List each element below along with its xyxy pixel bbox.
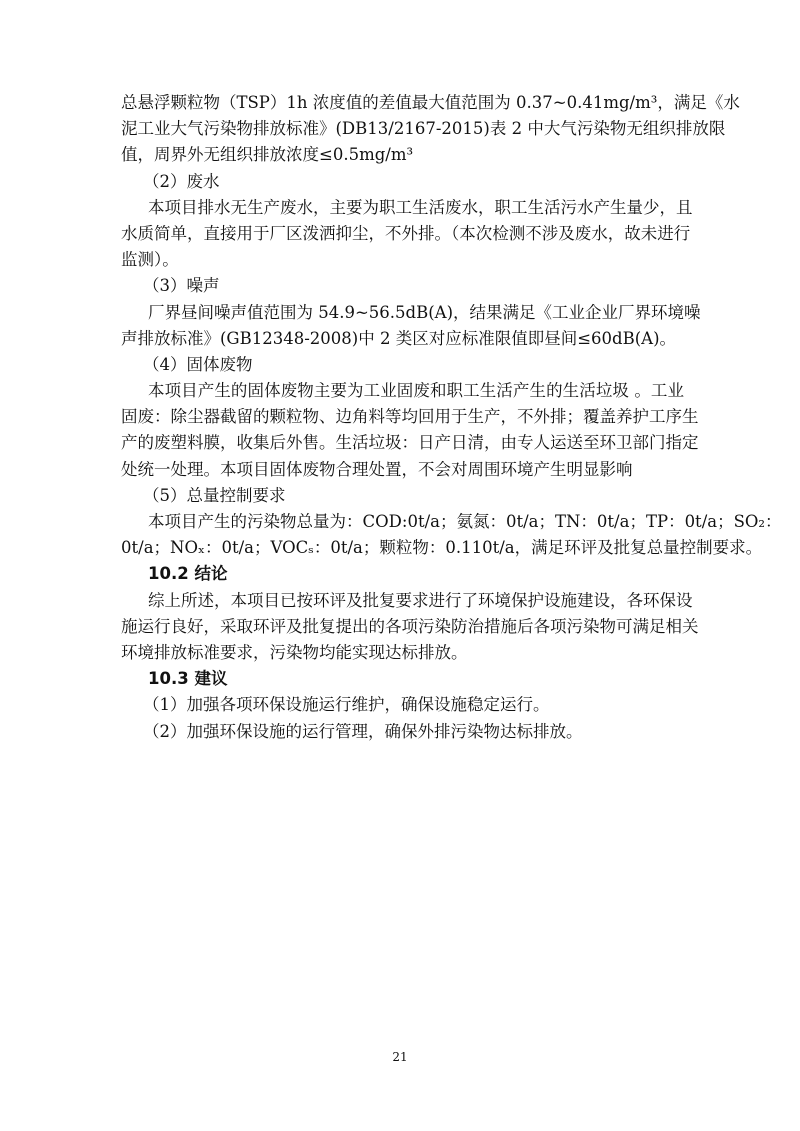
text-line: 综上所述，本项目已按环评及批复要求进行了环境保护设施建设，各环保设 [148, 590, 693, 610]
text-line: 厂界昼间噪声值范围为 54.9~56.5dB(A)，结果满足《工业企业厂界环境噪 [148, 302, 701, 322]
text-line: 声排放标准》(GB12348-2008)中 2 类区对应标准限值即昼间≤60dB(A)。 [121, 328, 677, 348]
text-line: （5）总量控制要求 [143, 485, 286, 505]
section-heading: 10.3 建议 [148, 669, 228, 689]
text-line: 环境排放标准要求，污染物均能实现达标排放。 [121, 642, 468, 662]
text-line: （3）噪声 [143, 276, 220, 296]
text-line: 固废：除尘器截留的颗粒物、边角料等均回用于生产，不外排；覆盖养护工序生 [121, 407, 699, 427]
text-line: 本项目产生的固体废物主要为工业固废和职工生活产生的生活垃圾 。工业 [148, 381, 684, 401]
text-line: （2）废水 [143, 171, 220, 191]
text-line: 产的废塑料膜，收集后外售。生活垃圾：日产日清，由专人运送至环卫部门指定 [121, 433, 699, 453]
text-line: 本项目产生的污染物总量为：COD:0t/a；氨氮：0t/a；TN：0t/a；TP：0t/a；SO₂： [148, 512, 782, 531]
document-body [121, 90, 782, 745]
page-number: 21 [392, 1050, 408, 1064]
text-line: （1）加强各项环保设施运行维护，确保设施稳定运行。 [143, 695, 550, 715]
text-line: 总悬浮颗粒物（TSP）1h 浓度值的差值最大值范围为 0.37~0.41mg/m³，满足《水 [121, 93, 740, 112]
text-line: 监测）。 [121, 250, 179, 270]
text-line: 0t/a；NOₓ：0t/a；VOCₛ：0t/a；颗粒物：0.110t/a，满足环评及批复总量控制要求。 [121, 538, 763, 558]
text-line: （2）加强环保设施的运行管理，确保外排污染物达标排放。 [143, 721, 583, 741]
text-line: 本项目排水无生产废水，主要为职工生活废水，职工生活污水产生量少，且 [148, 197, 693, 217]
text-line: 值，周界外无组织排放浓度≤0.5mg/m³ [121, 145, 414, 165]
text-line: 施运行良好，采取环评及批复提出的各项污染防治措施后各项污染物可满足相关 [121, 616, 699, 636]
text-line: 泥工业大气污染物排放标准》(DB13/2167-2015)表 2 中大气污染物无组织排放限 [121, 119, 726, 139]
text-line: 水质简单，直接用于厂区泼洒抑尘，不外排。（本次检测不涉及废水，故未进行 [121, 223, 691, 243]
text-line: （4）固体废物 [143, 354, 253, 374]
section-heading: 10.2 结论 [148, 564, 228, 584]
text-line: 处统一处理。本项目固体废物合理处置，不会对周围环境产生明显影响 [121, 459, 633, 479]
